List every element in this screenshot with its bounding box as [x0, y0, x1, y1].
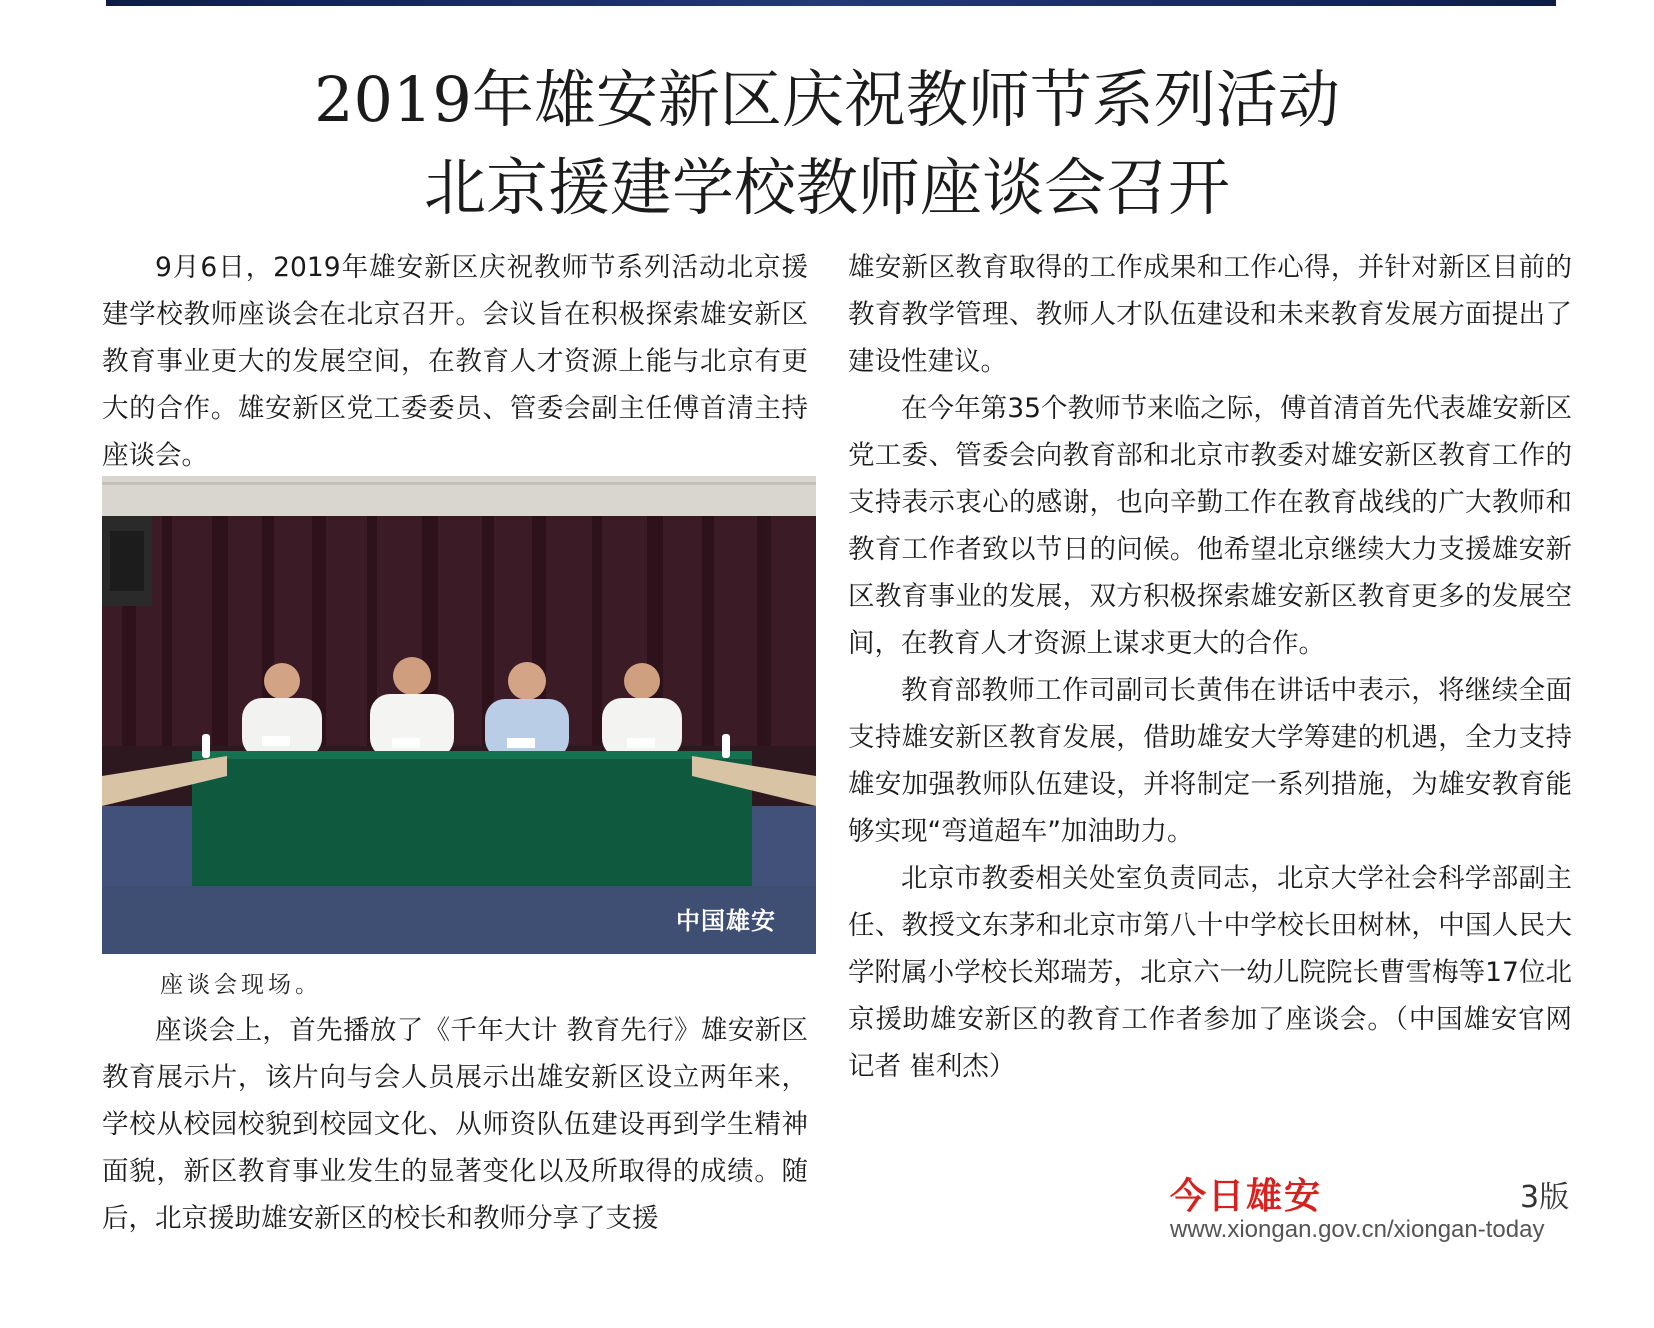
- article-column-right: [848, 244, 1572, 1090]
- article-column-left-bottom: [102, 1007, 808, 1242]
- photo-caption: 座谈会现场。: [160, 972, 322, 998]
- meeting-photo: [102, 476, 816, 954]
- paragraph-symposium-start: 座谈会上，首先播放了《千年大计 教育先行》雄安新区教育展示片，该片向与会人员展示出雄安新区设立两年来，学校从校园校貌到校园文化、从师资队伍建设再到学生精神面貌，新区教育事业发生的显著变化以及所取得的成绩。随后，北京援助雄安新区的校长和教师分享了支援: [102, 1015, 808, 1234]
- paragraph-intro: 9月6日，2019年雄安新区庆祝教师节系列活动北京援建学校教师座谈会在北京召开。会议旨在积极探索雄安新区教育事业更大的发展空间，在教育人才资源上能与北京有更大的合作。雄安新区党工委委员、管委会副主任傅首清主持座谈会。: [102, 252, 808, 471]
- edition-number: 3版: [1520, 1180, 1570, 1215]
- photo-watermark: 中国雄安: [676, 906, 776, 935]
- paragraph-symposium-continued: 雄安新区教育取得的工作成果和工作心得，并针对新区目前的教育教学管理、教师人才队伍建设和未来教育发展方面提出了建设性建议。: [848, 252, 1572, 377]
- headline-line-2: 北京援建学校教师座谈会召开: [423, 151, 1230, 224]
- paragraph-ministry-speech: 教育部教师工作司副司长黄伟在讲话中表示，将继续全面支持雄安新区教育发展，借助雄安大学筹建的机遇，全力支持雄安加强教师队伍建设，并将制定一系列措施，为雄安教育能够实现“弯道超车”加油助力。: [848, 675, 1572, 847]
- headline-line-1: 2019年雄安新区庆祝教师节系列活动: [314, 63, 1340, 136]
- brand-logo: 今日雄安: [1170, 1175, 1323, 1217]
- paragraph-teachers-day: 在今年第35个教师节来临之际，傅首清首先代表雄安新区党工委、管委会向教育部和北京市教委对雄安新区教育工作的支持表示衷心的感谢，也向辛勤工作在教育战线的广大教师和教育工作者致以节日的问候。他希望北京继续大力支援雄安新区教育事业的发展，双方积极探索雄安新区教育更多的发展空间，在教育人才资源上谋求更大的合作。: [848, 393, 1572, 659]
- article-column-left-top: [102, 244, 808, 479]
- paragraph-attendees: 北京市教委相关处室负责同志，北京大学社会科学部副主任、教授文东茅和北京市第八十中学校长田树林，中国人民大学附属小学校长郑瑞芳，北京六一幼儿院院长曹雪梅等17位北京援助雄安新区的教育工作者参加了座谈会。（中国雄安官网记者 崔利杰）: [848, 863, 1572, 1082]
- site-url[interactable]: www.xiongan.gov.cn/xiongan-today: [1170, 1216, 1545, 1243]
- top-banner-bar: [106, 0, 1556, 6]
